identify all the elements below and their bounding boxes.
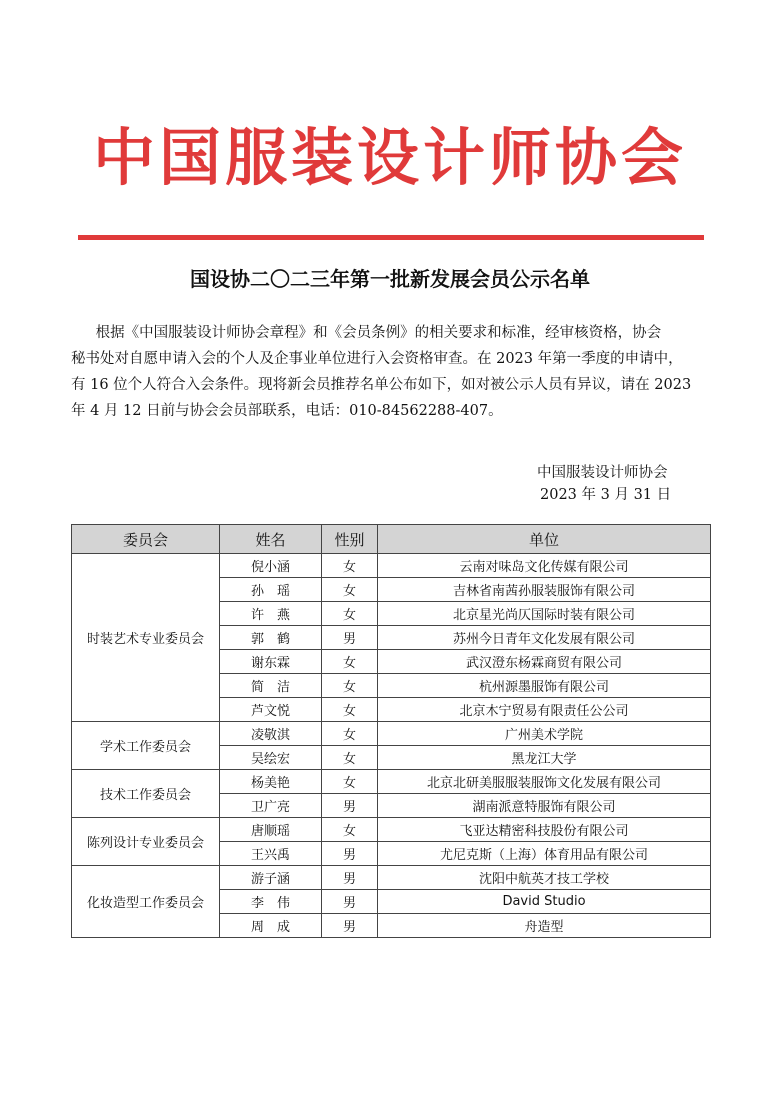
signature-block xyxy=(537,462,671,506)
member-name-cell: 郭 鹤 xyxy=(220,626,322,650)
table-row xyxy=(72,722,711,746)
member-name-cell: 倪小涵 xyxy=(220,554,322,578)
member-unit-cell: 飞亚达精密科技股份有限公司 xyxy=(378,818,711,842)
member-unit-cell: 沈阳中航英才技工学校 xyxy=(378,866,711,890)
member-name-cell: 杨美艳 xyxy=(220,770,322,794)
member-gender-cell: 女 xyxy=(322,722,378,746)
member-unit-cell: 苏州今日青年文化发展有限公司 xyxy=(378,626,711,650)
member-name-cell: 简 洁 xyxy=(220,674,322,698)
header-committee: 委员会 xyxy=(72,525,220,554)
table-row xyxy=(72,818,711,842)
body-line: 有 16 位个人符合入会条件。现将新会员推荐名单公布如下，如对被公示人员有异议，请在 2023 xyxy=(71,377,692,393)
member-unit-cell: 北京星光尚仄国际时装有限公司 xyxy=(378,602,711,626)
member-gender-cell: 女 xyxy=(322,602,378,626)
committee-cell: 学术工作委员会 xyxy=(72,722,220,770)
committee-cell: 化妆造型工作委员会 xyxy=(72,866,220,938)
member-gender-cell: 男 xyxy=(322,794,378,818)
member-name-cell: 孙 瑶 xyxy=(220,578,322,602)
member-name-cell: 游子涵 xyxy=(220,866,322,890)
member-name-cell: 芦文悦 xyxy=(220,698,322,722)
member-gender-cell: 女 xyxy=(322,818,378,842)
signature-date: 2023 年 3 月 31 日 xyxy=(540,487,672,503)
body-line: 根据《中国服装设计师协会章程》和《会员条例》的相关要求和标准，经审核资格，协会 xyxy=(95,325,662,341)
table-row xyxy=(72,770,711,794)
member-name-cell: 许 燕 xyxy=(220,602,322,626)
member-gender-cell: 男 xyxy=(322,890,378,914)
member-unit-cell: 舟造型 xyxy=(378,914,711,938)
body-line: 年 4 月 12 日前与协会会员部联系，电话：010-84562288-407。 xyxy=(71,403,503,419)
member-roster-table xyxy=(71,524,711,938)
member-unit-cell: 广州美术学院 xyxy=(378,722,711,746)
member-name-cell: 吴绘宏 xyxy=(220,746,322,770)
member-unit-cell: 杭州源墨服饰有限公司 xyxy=(378,674,711,698)
member-gender-cell: 女 xyxy=(322,554,378,578)
body-line: 秘书处对自愿申请入会的个人及企事业单位进行入会资格审查。在 2023 年第一季度的申请中， xyxy=(71,351,683,367)
letterhead-divider xyxy=(78,235,704,240)
committee-cell: 陈列设计专业委员会 xyxy=(72,818,220,866)
member-name-cell: 唐顺瑶 xyxy=(220,818,322,842)
signature-org: 中国服装设计师协会 xyxy=(537,465,668,481)
document-title: 国设协二〇二三年第一批新发展会员公示名单 xyxy=(190,267,590,291)
member-gender-cell: 男 xyxy=(322,626,378,650)
committee-cell: 技术工作委员会 xyxy=(72,770,220,818)
member-gender-cell: 男 xyxy=(322,866,378,890)
letterhead-logo: 中国服装设计师协会 xyxy=(92,121,687,194)
header-gender: 性别 xyxy=(322,525,378,554)
committee-cell: 时装艺术专业委员会 xyxy=(72,554,220,722)
member-name-cell: 谢东霖 xyxy=(220,650,322,674)
member-unit-cell: David Studio xyxy=(378,890,711,914)
announcement-body xyxy=(71,320,711,424)
member-unit-cell: 云南对味岛文化传媒有限公司 xyxy=(378,554,711,578)
member-name-cell: 凌敬淇 xyxy=(220,722,322,746)
member-unit-cell: 北京木宁贸易有限责任公公司 xyxy=(378,698,711,722)
member-name-cell: 周 成 xyxy=(220,914,322,938)
member-unit-cell: 武汉澄东杨霖商贸有限公司 xyxy=(378,650,711,674)
member-unit-cell: 尤尼克斯（上海）体育用品有限公司 xyxy=(378,842,711,866)
table-body xyxy=(72,554,711,938)
member-gender-cell: 男 xyxy=(322,914,378,938)
table-header-row xyxy=(72,525,711,554)
member-name-cell: 李 伟 xyxy=(220,890,322,914)
member-unit-cell: 吉林省南茜孙服装服饰有限公司 xyxy=(378,578,711,602)
member-name-cell: 王兴禹 xyxy=(220,842,322,866)
member-unit-cell: 北京北研美服服装服饰文化发展有限公司 xyxy=(378,770,711,794)
header-unit: 单位 xyxy=(378,525,711,554)
header-name: 姓名 xyxy=(220,525,322,554)
member-gender-cell: 女 xyxy=(322,650,378,674)
member-gender-cell: 男 xyxy=(322,842,378,866)
member-name-cell: 卫广亮 xyxy=(220,794,322,818)
member-gender-cell: 女 xyxy=(322,770,378,794)
member-unit-cell: 湖南派意特服饰有限公司 xyxy=(378,794,711,818)
member-gender-cell: 女 xyxy=(322,674,378,698)
member-gender-cell: 女 xyxy=(322,578,378,602)
member-gender-cell: 女 xyxy=(322,698,378,722)
member-gender-cell: 女 xyxy=(322,746,378,770)
table-row xyxy=(72,554,711,578)
member-unit-cell: 黑龙江大学 xyxy=(378,746,711,770)
table-row xyxy=(72,866,711,890)
